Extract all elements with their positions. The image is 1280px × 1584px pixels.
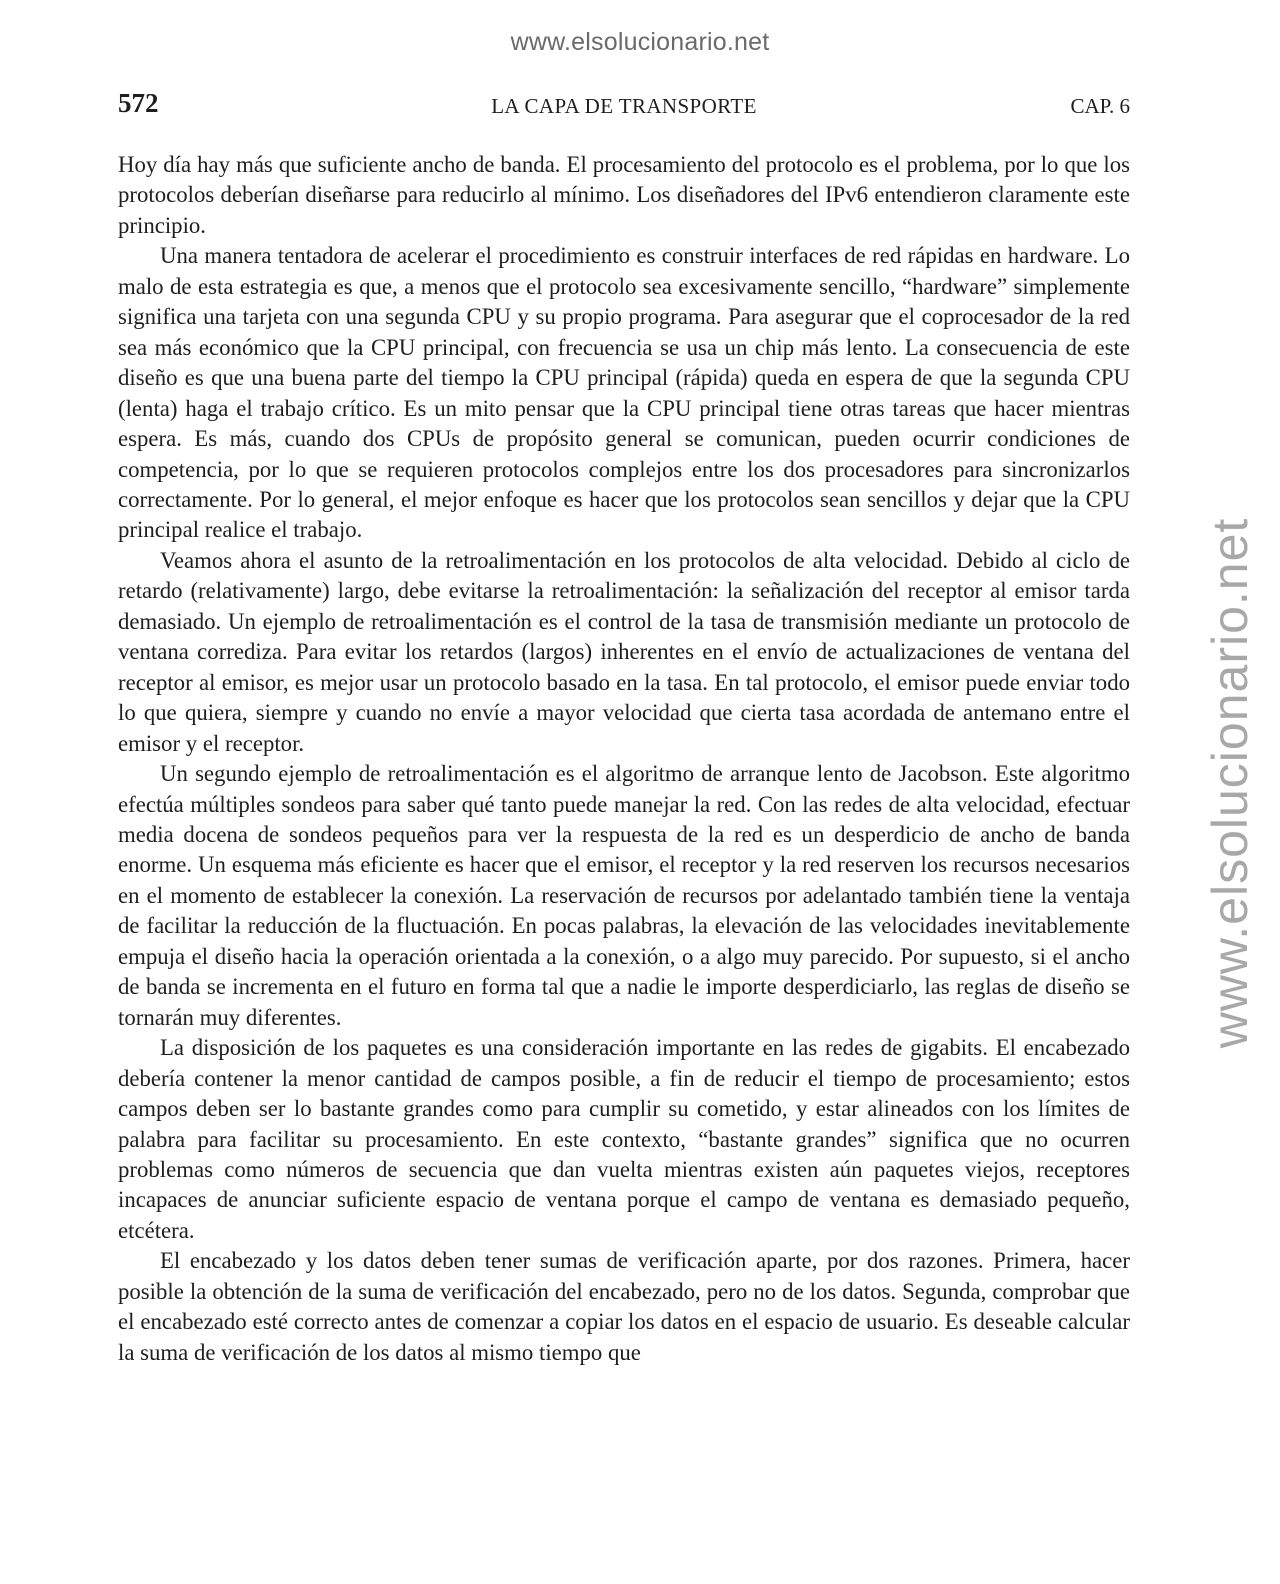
paragraph-3: Veamos ahora el asunto de la retroalimentación en los protocolos de alta velocidad. Debido al ciclo de retardo (relativamente) largo, debe evitarse la retroalimentación: la señalización del receptor al emisor tarda demasiado. Un ejemplo de retroalimentación es el control de la tasa de transmisión mediante un protocolo de ventana corrediza. Para evitar los retardos (largos) inherentes en el envío de actualizaciones de ventana del receptor al emisor, es mejor usar un protocolo basado en la tasa. En tal protocolo, el emisor puede enviar todo lo que quiera, siempre y cuando no envíe a mayor velocidad que cierta tasa acordada de antemano entre el emisor y el receptor. xyxy=(118,547,1130,756)
side-watermark: www.elsolucionario.net xyxy=(1202,517,1258,1049)
paragraph-5: La disposición de los paquetes es una consideración importante en las redes de gigabits. El encabezado debería contener la menor cantidad de campos posible, a fin de reducir el tiempo de procesamiento; estos campos deben ser lo bastante grandes como para cumplir su cometido, y estar alineados con los límites de palabra para facilitar su procesamiento. En este contexto, “bastante grandes” significa que no ocurren problemas como números de secuencia que dan vuelta mientras existen aún paquetes viejos, receptores incapaces de anunciar suficiente espacio de ventana porque el campo de ventana es demasiado pequeño, etcétera. xyxy=(118,1035,1130,1243)
paragraph-2: Una manera tentadora de acelerar el procedimiento es construir interfaces de red rápidas en hardware. Lo malo de esta estrategia es que, a menos que el protocolo sea excesivamente sencillo, “hardware” simplemente significa una tarjeta con una segunda CPU y su propio programa. Para asegurar que el coprocesador de la red sea más económico que la CPU principal, con frecuencia se usa un chip más lento. La consecuencia de este diseño es que una buena parte del tiempo la CPU principal (rápida) queda en espera de que la segunda CPU (lenta) haga el trabajo crítico. Es un mito pensar que la CPU principal tiene otras tareas que hacer mientras espera. Es más, cuando dos CPUs de propósito general se comunican, pueden ocurrir condiciones de competencia, por lo que se requieren protocolos complejos entre los dos procesadores para sincronizarlos correctamente. Por lo general, el mejor enfoque es hacer que los protocolos sean sencillos y dejar que la CPU principal realice el trabajo. xyxy=(118,243,1130,543)
paragraph-6: El encabezado y los datos deben tener sumas de verificación aparte, por dos razones. Primera, hacer posible la obtención de la suma de verificación del encabezado, pero no de los datos. Segunda, comprobar que el encabezado esté correcto antes de comenzar a copiar los datos en el espacio de usuario. Es deseable calcular la suma de verificación de los datos al mismo tiempo que xyxy=(118,1248,1130,1365)
chapter-title: LA CAPA DE TRANSPORTE xyxy=(491,94,757,118)
top-watermark: www.elsolucionario.net xyxy=(510,28,770,56)
body-text xyxy=(118,150,1130,1368)
paragraph-4: Un segundo ejemplo de retroalimentación es el algoritmo de arranque lento de Jacobson. Este algoritmo efectúa múltiples sondeos para saber qué tanto puede manejar la red. Con las redes de alta velocidad, efectuar media docena de sondeos pequeños para ver la respuesta de la red es un desperdicio de ancho de banda enorme. Un esquema más eficiente es hacer que el emisor, el receptor y la red reserven los recursos necesarios en el momento de establecer la conexión. La reservación de recursos por adelantado también tiene la ventaja de facilitar la reducción de la fluctuación. En pocas palabras, la elevación de las velocidades inevitablemente empuja el diseño hacia la operación orientada a la conexión, o a algo muy parecido. Por supuesto, si el ancho de banda se incrementa en el futuro en forma tal que a nadie le importe desperdiciarlo, las reglas de diseño se tornarán muy diferentes. xyxy=(118,761,1130,1030)
page-number: 572 xyxy=(118,88,159,118)
chapter-label: CAP. 6 xyxy=(1070,94,1130,118)
running-head xyxy=(118,88,1130,124)
paragraph-1: Hoy día hay más que suficiente ancho de banda. El procesamiento del protocolo es el problema, por lo que los protocolos deberían diseñarse para reducirlo al mínimo. Los diseñadores del IPv6 entendieron claramente este principio. xyxy=(118,152,1130,238)
